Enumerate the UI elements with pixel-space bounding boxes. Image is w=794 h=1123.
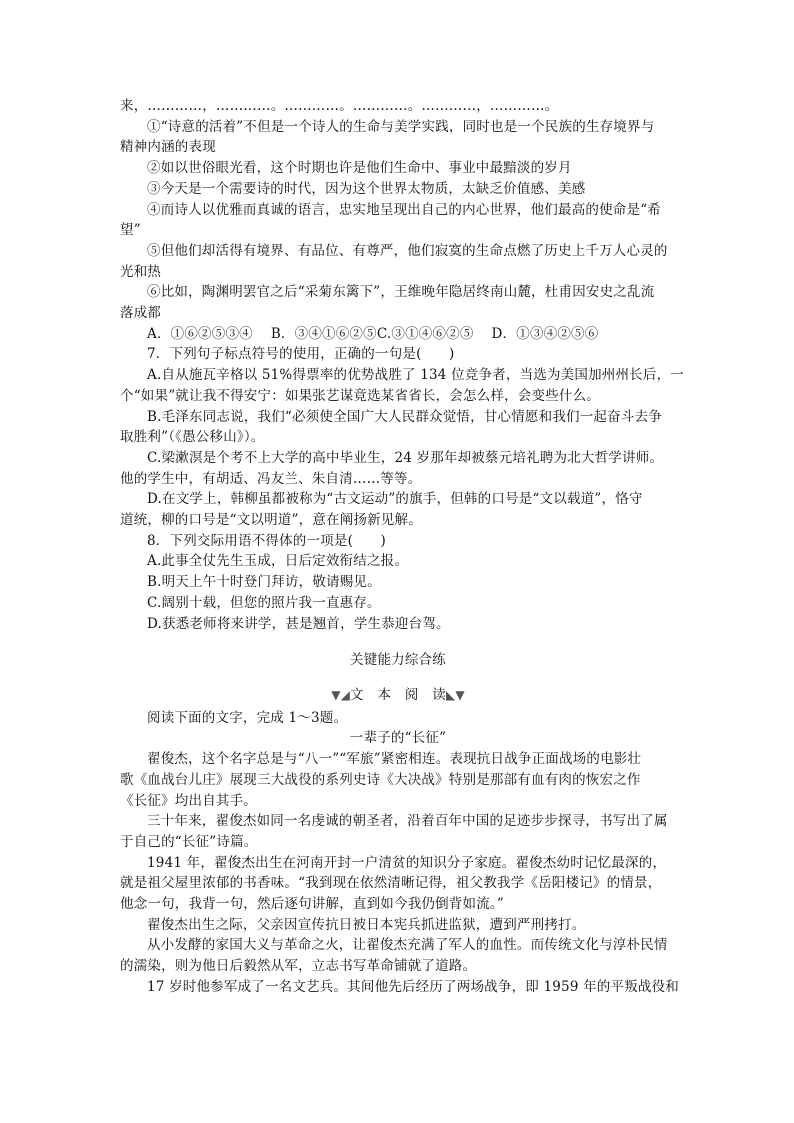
q7-option-d-cont: 道统，柳的口号是“文以明道”，意在阐扬新见解。 [120, 512, 422, 529]
paragraph-3-cont: 就是祖父屋里浓郁的书香味。“我到现在依然清晰记得，祖父教我学《岳阳楼记》的情景， [120, 875, 662, 892]
paragraph-1-cont: 歌《血战台儿庄》展现三大战役的系列史诗《大决战》特别是那部有血有肉的恢宏之作 [120, 771, 641, 788]
sentence-1: ①“诗意的活着”不但是一个诗人的生命与美学实践，同时也是一个民族的生存境界与 [147, 118, 655, 135]
banner-right-marker-icon: ◣▼ [445, 687, 465, 702]
paragraph-2: 三十年来，翟俊杰如同一名虔诚的朝圣者，沿着百年中国的足迹步步探寻，书写出了属 [147, 813, 668, 830]
question-7: 7．下列句子标点符号的使用，正确的一句是( ) [147, 346, 455, 363]
article-title: 一辈子的“长征” [349, 730, 447, 747]
q8-option-a: A.此事全仗先生玉成，日后定效衔结之报。 [147, 553, 409, 570]
sentence-5-cont: 光和热 [120, 263, 162, 280]
paragraph-5: 从小发酵的家国大义与革命之火，让翟俊杰充满了军人的血性。而传统文化与淳朴民情 [147, 937, 668, 954]
reading-banner [120, 685, 676, 706]
sentence-4-cont: 望” [120, 222, 141, 239]
sentence-1-cont: 精神内涵的表现 [120, 139, 216, 156]
sentence-4: ④而诗人以优雅而真诚的语言，忠实地呈现出自己的内心世界，他们最高的使命是“希 [147, 201, 662, 218]
paragraph-6: 17 岁时他参军成了一名文艺兵。其间他先后经历了两场战争，即 1959 年的平叛战役和 [147, 978, 680, 995]
paragraph-4: 翟俊杰出生之际，父亲因宣传抗日被日本宪兵抓进监狱，遭到严刑拷打。 [147, 916, 586, 933]
q8-option-d: D.获悉老师将来讲学，甚是翘首，学生恭迎台驾。 [147, 615, 450, 632]
q7-option-b-cont: 取胜利”（《愚公移山》）。 [120, 429, 265, 446]
paragraph-3-end: 他念一句，我背一句，然后逐句讲解，直到如今我仍倒背如流。” [120, 896, 504, 913]
banner-text: 文 本 阅 读 [350, 686, 446, 703]
q7-option-c-cont: 他的学生中，有胡适、冯友兰、朱自清……等等。 [120, 470, 422, 487]
q7-option-a-cont: 个“如果”就让我不得安宁：如果张艺谋竟选某省省长，会怎么样，会变些什么。 [120, 387, 601, 404]
question-6-options: A．①⑥②⑤③④ B．③④①⑥②⑤C.③①④⑥②⑤ D．①③④②⑤⑥ [147, 325, 599, 342]
q7-option-d: D.在文学上，韩柳虽都被称为“古文运动”的旗手，但韩的口号是“文以载道”，恪守 [147, 491, 643, 508]
q7-option-c: C.梁漱溟是个考不上大学的高中毕业生，24 岁那年却被蔡元培礼聘为北大哲学讲师。 [147, 449, 664, 466]
sentence-6: ⑥比如，陶渊明罢官之后“采菊东篱下”，王维晚年隐居终南山麓，杜甫因安史之乱流 [147, 284, 655, 301]
question-8: 8．下列交际用语不得体的一项是( ) [147, 532, 386, 549]
paragraph-1-end: 《长征》均出自其手。 [120, 792, 257, 809]
sentence-5: ⑤但他们却活得有境界、有品位、有尊严，他们寂寞的生命点燃了历史上千万人心灵的 [147, 242, 668, 259]
paragraph-5-end: 的濡染，则为他日后毅然从军，立志书写革命铺就了道路。 [120, 958, 477, 975]
reading-intro: 阅读下面的文字，完成 1～3题。 [147, 709, 348, 726]
paragraph-2-end: 于自己的“长征”诗篇。 [120, 833, 258, 850]
q7-option-b: B.毛泽东同志说，我们“必须使全国广大人民群众觉悟，甘心情愿和我们一起奋斗去争 [147, 408, 662, 425]
q7-option-a: A.自从施瓦辛格以 51%得票率的优势战胜了 134 位竞争者，当选为美国加州州长后，一 [147, 367, 684, 384]
paragraph-1: 翟俊杰，这个名字总是与“八一”“军旅”紧密相连。表现抗日战争正面战场的电影壮 [147, 751, 642, 768]
text-line: 来，…………，…………。…………。…………。…………，…………。 [120, 98, 559, 114]
q8-option-b: B.明天上午十时登门拜访，敬请赐见。 [147, 574, 381, 591]
sentence-2: ②如以世俗眼光看，这个时期也许是他们生命中、事业中最黯淡的岁月 [147, 160, 572, 177]
paragraph-3: 1941 年，翟俊杰出生在河南开封一户清贫的知识分子家庭。翟俊杰幼时记忆最深的， [147, 854, 667, 871]
sentence-6-cont: 落成都 [120, 305, 162, 322]
sentence-3: ③今天是一个需要诗的时代，因为这个世界太物质，太缺乏价值感、美感 [147, 180, 586, 197]
q8-option-c: C.阔别十载，但您的照片我一直惠存。 [147, 594, 381, 611]
banner-left-marker-icon: ▼◢ [331, 687, 351, 702]
section-title: 关键能力综合练 [350, 652, 446, 669]
document-page [120, 96, 684, 998]
